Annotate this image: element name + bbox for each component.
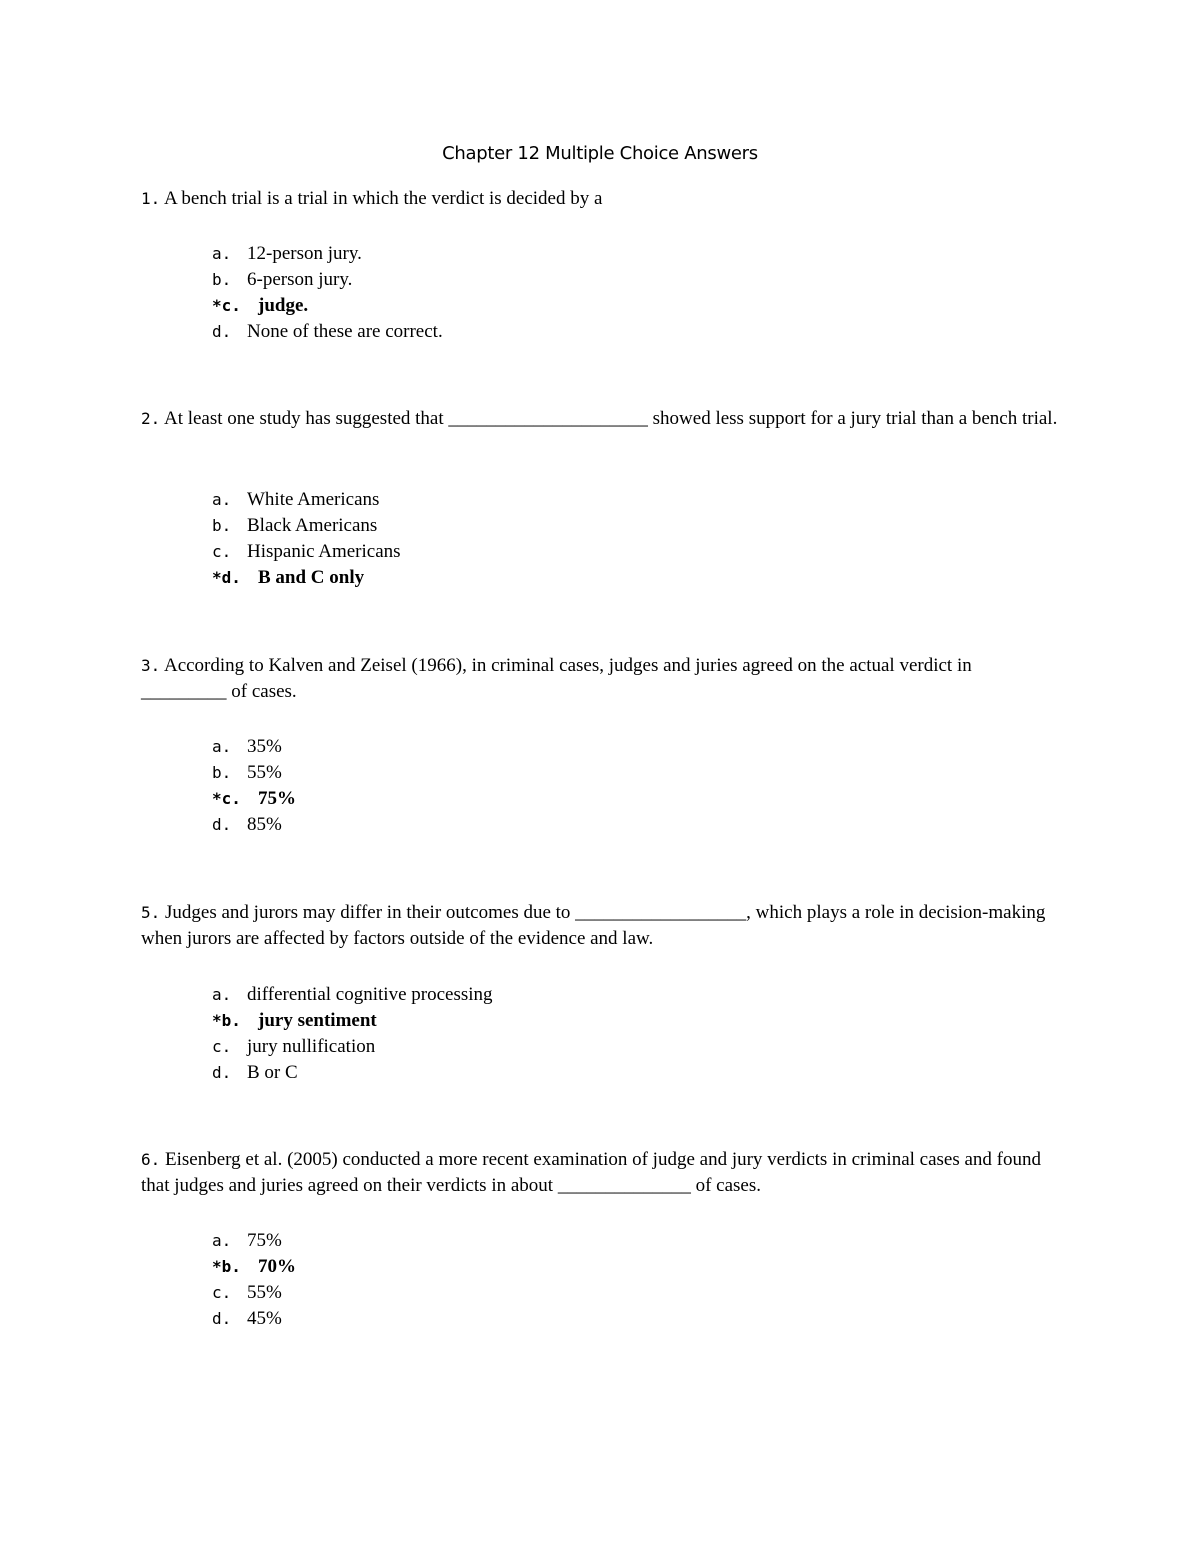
option-text: 45% [247,1308,282,1329]
correct-option [212,293,912,319]
option [212,760,912,786]
question-1 [141,186,1061,212]
correct-option [212,1254,912,1280]
option-marker: b. [212,516,232,535]
question-5 [141,900,1061,952]
option-text: White Americans [247,489,380,510]
question-2 [141,406,1061,432]
option-text: B and C only [258,567,365,588]
question-text: According to Kalven and Zeisel (1966), in criminal cases, judges and juries agreed on the actual verdict in _________ of cases. [141,655,972,702]
question-text: Eisenberg et al. (2005) conducted a more recent examination of judge and jury verdicts in criminal cases and found that judges and juries agreed on their verdicts in about ______________ of cases. [141,1149,1042,1196]
question-number: 6. [141,1150,161,1169]
option [212,267,912,293]
option-marker: d. [212,815,232,834]
question-3 [141,653,1061,705]
option-marker: a. [212,985,232,1004]
question-number: 2. [141,409,161,428]
option-marker: a. [212,1231,232,1250]
question-number: 1. [141,189,161,208]
options-question-2 [212,487,912,591]
correct-option [212,565,912,591]
option-marker: a. [212,737,232,756]
question-text: A bench trial is a trial in which the verdict is decided by a [163,188,603,209]
option-text: 35% [247,736,282,757]
correct-option [212,786,912,812]
option [212,513,912,539]
option [212,734,912,760]
option-marker: b. [212,270,232,289]
option-text: 12-person jury. [247,243,362,264]
page-title: Chapter 12 Multiple Choice Answers [442,143,758,164]
option-text: 6-person jury. [247,269,353,290]
question-6 [141,1147,1061,1199]
option-text: 55% [247,762,282,783]
option-marker: *b. [212,1011,241,1030]
option-text: B or C [247,1062,298,1083]
question-text: Judges and jurors may differ in their outcomes due to __________________, which plays a role in decision-making when jurors are affected by factors outside of the evidence and law. [141,902,1046,949]
option-marker: d. [212,1309,232,1328]
option [212,319,912,345]
option-text: 75% [247,1230,282,1251]
option-marker: d. [212,322,232,341]
option-text: 75% [258,788,296,809]
option [212,1280,912,1306]
option-text: differential cognitive processing [247,984,493,1005]
option-marker: *d. [212,568,241,587]
option-marker: b. [212,763,232,782]
option [212,982,912,1008]
option [212,812,912,838]
option-text: Hispanic Americans [247,541,401,562]
options-question-5 [212,982,912,1086]
option [212,1034,912,1060]
option-text: 55% [247,1282,282,1303]
option-marker: d. [212,1063,232,1082]
option-text: jury nullification [247,1036,376,1057]
options-question-6 [212,1228,912,1332]
option [212,241,912,267]
option [212,487,912,513]
options-question-1 [212,241,912,345]
option-text: Black Americans [247,515,378,536]
correct-option [212,1008,912,1034]
option [212,1228,912,1254]
option-marker: a. [212,244,232,263]
option-marker: a. [212,490,232,509]
option-marker: *c. [212,789,241,808]
option [212,1060,912,1086]
option [212,1306,912,1332]
options-question-3 [212,734,912,838]
option-marker: c. [212,1283,232,1302]
option-marker: c. [212,1037,232,1056]
option-text: judge. [258,295,309,316]
question-text: At least one study has suggested that _____________________ showed less support for a jury trial than a bench trial. [163,408,1058,429]
option-text: None of these are correct. [247,321,443,342]
option [212,539,912,565]
option-marker: c. [212,542,232,561]
option-text: jury sentiment [258,1010,377,1031]
option-marker: *b. [212,1257,241,1276]
question-number: 5. [141,903,161,922]
question-number: 3. [141,656,161,675]
option-text: 85% [247,814,282,835]
option-text: 70% [258,1256,296,1277]
option-marker: *c. [212,296,241,315]
